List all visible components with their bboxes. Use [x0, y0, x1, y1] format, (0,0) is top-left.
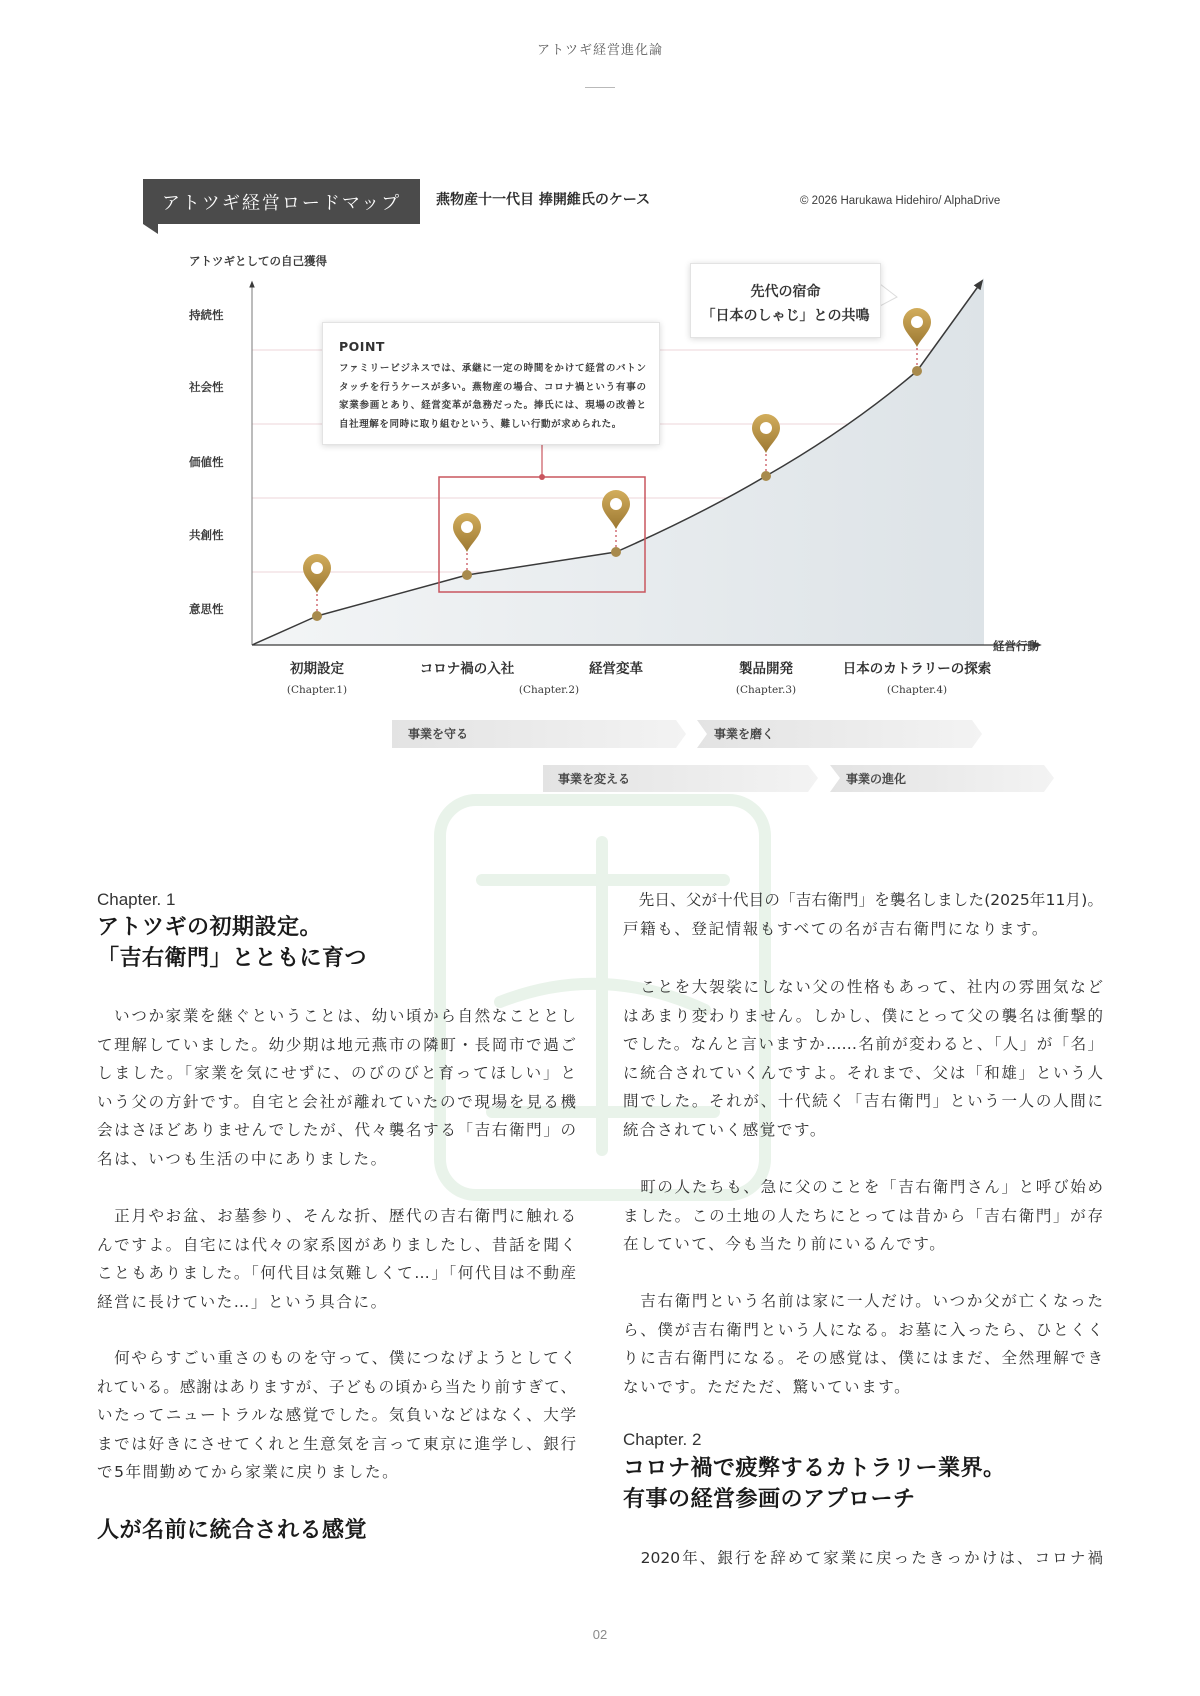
text-line: 自社理解を同時に取り組むという、難しい行動が求められた。 — [339, 419, 622, 431]
paragraph — [97, 1202, 576, 1316]
y-level-label: 意思性 — [189, 602, 224, 616]
callout-line: 「日本のしゃじ」との共鳴 — [701, 308, 870, 324]
location-pin-icon — [903, 308, 931, 347]
text-line: こともありました。「何代目は気難しくて…」「何代目は不動産 — [97, 1264, 576, 1283]
point-box — [322, 322, 660, 445]
text-line: 戸籍も、登記情報もすべての名が吉右衛門になります。 — [623, 919, 1049, 938]
y-level-label: 共創性 — [189, 528, 224, 542]
location-pin-icon — [303, 554, 331, 593]
text-line: 何やらすごい重さのものを守って、僕につなげようとしてく — [97, 1349, 576, 1367]
chapter-1-heading — [97, 912, 576, 974]
milestone-point — [611, 547, 621, 557]
paragraph — [623, 973, 1103, 1145]
text-line: で5年間勤めてから家業に戻りました。 — [97, 1463, 400, 1482]
y-level-label: 持続性 — [189, 308, 224, 322]
callout-bubble — [690, 263, 881, 338]
heading-line: 有事の経営参画のアプローチ — [623, 1487, 916, 1512]
phase-label-protect: 事業を守る — [408, 727, 469, 741]
text-line: 町の人たちも、急に父のことを「吉右衛門さん」と呼び始め — [623, 1178, 1103, 1196]
running-title: アトツギ経営進化論 — [536, 43, 663, 58]
milestone-label: 初期設定 — [290, 661, 344, 677]
roadmap-title: アトツギ経営ロードマップ — [143, 179, 420, 224]
chapter-2-label: Chapter. 2 — [623, 1430, 702, 1449]
location-pin-icon — [602, 490, 630, 529]
milestone-point — [312, 611, 322, 621]
milestone-label: コロナ禍の入社 — [419, 661, 515, 677]
text-line: ないです。ただただ、驚いています。 — [623, 1377, 912, 1396]
text-line: いつか家業を継ぐということは、幼い頃から自然なこととし — [97, 1007, 576, 1025]
text-line: 間でした。それが、十代続く「吉右衛門」という一人の人間に — [623, 1092, 1103, 1111]
x-axis-label: 経営行動 — [993, 639, 1039, 653]
text-line: ことを大袈裟にしない父の性格もあって、社内の雰囲気など — [623, 978, 1103, 996]
text-line: ら、僕が吉右衛門という人になる。お墓に入ったら、ひとくく — [623, 1320, 1103, 1339]
copyright-credit: © 2026 Harukawa Hidehiro/ AlphaDrive — [800, 195, 1001, 207]
heading-line: アトツギの初期設定。 — [97, 915, 323, 940]
text-line: 先日、父が十代目の「吉右衛門」を襲名しました(2025年11月)。 — [623, 891, 1104, 909]
paragraph — [623, 886, 1103, 943]
phase-label-polish: 事業を磨く — [714, 727, 775, 741]
point-connector-dot — [539, 474, 545, 480]
title-ribbon-fold — [143, 224, 158, 234]
text-line: 在していて、今も当たり前にいるんです。 — [623, 1235, 947, 1254]
paragraph — [623, 1287, 1103, 1401]
text-line: 会はさほどありませんでしたが、代々襲名する「吉右衛門」の — [97, 1121, 576, 1140]
text-line: までは好きにさせてくれと生意気を言って東京に進学し、銀行 — [97, 1434, 576, 1453]
chapter-ref: (Chapter.1) — [286, 684, 348, 696]
text-line: しました。「家業を気にせずに、のびのびと育ってほしい」と — [97, 1064, 576, 1083]
text-line: 正月やお盆、お墓参り、そんな折、歴代の吉右衛門に触れる — [97, 1207, 576, 1225]
text-line: ました。この土地の人たちにとっては昔から「吉右衛門」が存 — [623, 1206, 1103, 1225]
y-level-label: 社会性 — [189, 380, 224, 394]
text-line: いう父の方針です。自宅と会社が離れていたので現場を見る機 — [97, 1092, 576, 1111]
callout-line: 先代の宿命 — [750, 284, 821, 300]
milestone-point — [912, 366, 922, 376]
point-title: POINT — [339, 339, 385, 354]
paragraph — [623, 1173, 1103, 1259]
phase-label-transform: 事業を変える — [558, 772, 631, 786]
location-pin-icon — [752, 414, 780, 453]
chapter-1-label: Chapter. 1 — [97, 890, 176, 909]
milestone-point — [462, 570, 472, 580]
milestone-point — [761, 471, 771, 481]
text-line: 家業参画とあり、経営変革が急務だった。捧氏には、現場の改善と — [339, 400, 646, 412]
text-line: 吉右衛門という名前は家に一人だけ。いつか父が亡くなった — [623, 1292, 1103, 1310]
heading-line: コロナ禍で疲弊するカトラリー業界。 — [623, 1456, 1006, 1481]
y-axis-label: アトツギとしての自己獲得 — [189, 254, 327, 268]
section-heading: 人が名前に統合される感覚 — [97, 1518, 368, 1543]
location-pin-icon — [453, 513, 481, 552]
text-line: れている。感謝はありますが、子どもの頃から当たり前すぎて、 — [97, 1377, 576, 1396]
chapter-2-heading — [623, 1453, 1103, 1515]
chapter-ref: (Chapter.4) — [886, 684, 948, 696]
text-line: はあまり変わりません。しかし、僕にとって父の襲名は衝撃的 — [623, 1006, 1103, 1025]
phase-label-evolve: 事業の進化 — [846, 772, 907, 786]
milestone-label: 経営変革 — [589, 661, 643, 677]
milestone-label: 日本のカトラリーの探索 — [842, 661, 992, 677]
text-line: んですよ。自宅には代々の家系図がありましたし、昔話を聞く — [97, 1235, 576, 1254]
paragraph — [623, 1544, 1103, 1573]
text-line: 統合されていく感覚です。 — [623, 1120, 827, 1139]
y-level-label: 価値性 — [189, 455, 224, 469]
case-label: 燕物産十一代目 捧開維氏のケース — [436, 192, 651, 208]
text-line: 名は、いつも生活の中にありました。 — [97, 1149, 388, 1168]
paragraph — [97, 1002, 576, 1174]
chapter-ref: (Chapter.3) — [735, 684, 797, 696]
callout-tail — [880, 284, 897, 306]
text-line: に統合されていくんですよ。それまで、父は「和雄」という人 — [623, 1063, 1103, 1082]
milestone-label: 製品開発 — [739, 661, 793, 677]
text-line: ファミリービジネスでは、承継に一定の時間をかけて経営のバトン — [339, 363, 646, 374]
text-line: りに吉右衛門になる。その感覚は、僕にはまだ、全然理解でき — [623, 1349, 1103, 1368]
heading-line: 「吉右衛門」とともに育つ — [97, 946, 368, 971]
chapter-ref: (Chapter.2) — [518, 684, 580, 696]
text-line: タッチを行うケースが多い。燕物産の場合、コロナ禍という有事の — [339, 381, 646, 393]
text-line: いたってニュートラルな感覚でした。気負いなどはなく、大学 — [97, 1406, 576, 1425]
text-line: でした。なんと言いますか……名前が変わると、「人」が「名」 — [623, 1035, 1103, 1054]
point-text — [339, 360, 646, 435]
text-line: 経営に長けていた…」という具合に。 — [97, 1292, 388, 1311]
paragraph — [97, 1344, 576, 1487]
text-line: て理解していました。幼少期は地元燕市の隣町・長岡市で過ご — [97, 1035, 576, 1054]
page-number: 02 — [592, 1627, 608, 1642]
text-line: 2020年、銀行を辞めて家業に戻ったきっかけは、コロナ禍 — [623, 1549, 1103, 1567]
